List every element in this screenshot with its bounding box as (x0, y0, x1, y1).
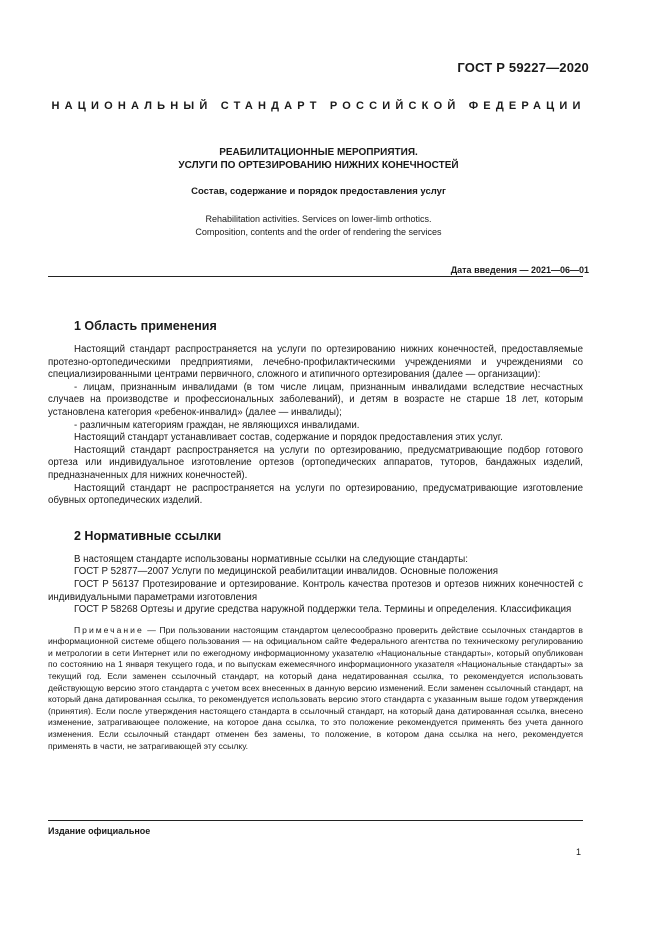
main-content (48, 318, 583, 761)
note-label: Примечание (74, 624, 144, 635)
title-subtitle: Состав, содержание и порядок предоставления услуг (191, 186, 446, 197)
national-standard-header: НАЦИОНАЛЬНЫЙ СТАНДАРТ РОССИЙСКОЙ ФЕДЕРАЦИИ (51, 100, 586, 112)
footer-divider (48, 820, 583, 821)
normative-reference: ГОСТ Р 52877—2007 Услуги по медицинской реабилитации инвалидов. Основные положения (74, 566, 499, 578)
section-1-paragraph: Настоящий стандарт распространяется на услуги по ортезированию нижних конечностей, предоставляемые протезно-ортопедическими предприятиями, лечебно-профилактическими учреждениями и учреждениями со специализированными центрами первичного, сложного и атипичного ортезирования (далее — организации): (48, 344, 583, 381)
document-code: ГОСТ Р 59227—2020 (457, 60, 589, 75)
normative-reference: ГОСТ Р 58268 Ортезы и другие средства наружной поддержки тела. Термины и определения. Классификация (74, 604, 572, 616)
title-line-1: РЕАБИЛИТАЦИОННЫЕ МЕРОПРИЯТИЯ. (219, 147, 418, 158)
title-block (48, 146, 589, 238)
section-1-list-item: - лицам, признанным инвалидами (в том числе лицам, признанным инвалидами вследствие несчастных случаев на производстве и профессиональных заболеваний), и детям в возрасте не старше 18 лет, которым установлена категория «ребенок-инвалид» (далее — инвалиды); (48, 381, 583, 418)
english-title-line-2: Composition, contents and the order of rendering the services (195, 226, 442, 237)
section-1-paragraph: Настоящий стандарт не распространяется на услуги по ортезированию, предусматривающие изготовление обувных ортопедических изделий. (48, 482, 583, 507)
note-text: — При пользовании настоящим стандартом целесообразно проверить действие ссылочных стандартов в информационной системе общего пользования — на официальном сайте Федерального агентства по техническому регулированию и метрологии в сети Интернет или по ежегодному информационному указателю «Национальные стандарты», который опубликован по состоянию на 1 января текущего года, и по выпускам ежемесячного информационного указателя «Национальные стандарты» за текущий год. Если заменен ссылочный стандарт, на который дана недатированная ссылка, то рекомендуется использовать действующую версию этого стандарта с учетом всех внесенных в данную версию изменений. Если заменен ссылочный стандарт, на который дана датированная ссылка, то рекомендуется использовать версию этого стандарта с указанным выше годом утверждения (принятия). Если после утверждения настоящего стандарта в ссылочный стандарт, на который дана датированная ссылка, внесено изменение, затрагивающее положение, на которое дана ссылка, то это положение рекомендуется применять без учета данного изменения. Если ссылочный стандарт отменен без замены, то положение, в котором дана ссылка на него, рекомендуется применять в части, не затрагивающей эту ссылку. (48, 624, 583, 751)
section-2-heading: 2 Нормативные ссылки (74, 528, 222, 543)
section-1-paragraph: Настоящий стандарт распространяется на услуги по ортезированию, предусматривающие подбор готового ортеза или индивидуальное изготовление ортезов (ортопедических аппаратов, туторов, бандажных изделий, предназначенных для нижних конечностей). (48, 444, 583, 481)
page-number: 1 (575, 847, 581, 857)
header-divider (48, 276, 583, 277)
normative-reference: ГОСТ Р 56137 Протезирование и ортезирование. Контроль качества протезов и ортезов нижних конечностей с индивидуальными параметрами изготовления (48, 578, 583, 603)
section-1-list-item: - различным категориям граждан, не являющихся инвалидами. (74, 419, 360, 431)
english-title (48, 213, 589, 238)
section-1-heading: 1 Область применения (74, 319, 217, 333)
title-line-2: УСЛУГИ ПО ОРТЕЗИРОВАНИЮ НИЖНИХ КОНЕЧНОСТЕЙ (178, 160, 459, 171)
section-2-paragraph: В настоящем стандарте использованы нормативные ссылки на следующие стандарты: (74, 553, 468, 565)
section-2-note (48, 625, 583, 753)
official-edition-label: Издание официальное (48, 826, 151, 836)
introduction-date: Дата введения — 2021—06—01 (450, 265, 589, 275)
section-1-paragraph: Настоящий стандарт устанавливает состав, содержание и порядок предоставления этих услуг. (74, 432, 503, 444)
english-title-line-1: Rehabilitation activities. Services on lower-limb orthotics. (205, 214, 432, 224)
